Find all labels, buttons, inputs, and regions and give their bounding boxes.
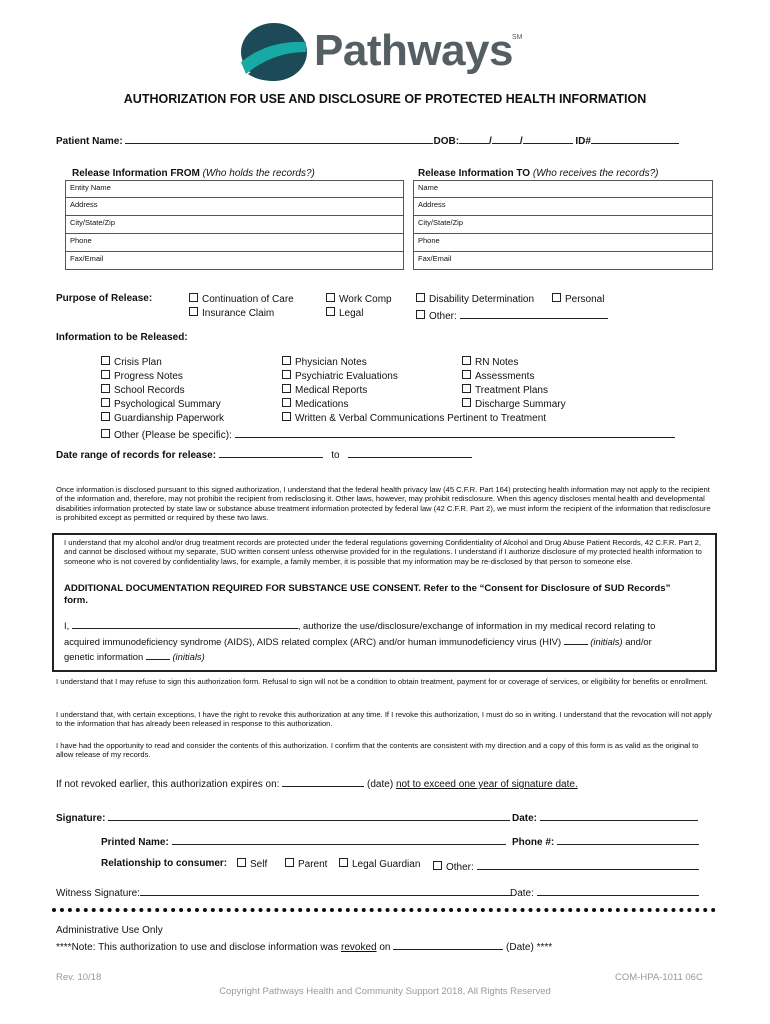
dob-label: DOB: [433,136,460,147]
dob-month-field[interactable] [459,132,489,144]
printed-name-line [101,833,506,848]
checkbox[interactable] [101,370,110,379]
checkbox[interactable] [462,384,471,393]
info-discharge-summary-label: Discharge Summary [475,399,566,410]
witness-date-label: Date: [510,888,534,899]
checkbox[interactable] [101,384,110,393]
checkbox[interactable] [416,293,425,302]
sud-box-bold: ADDITIONAL DOCUMENTATION REQUIRED FOR SUBSTANCE USE CONSENT. Refer to the “Consent for Disclosure of SUD Records” form. [64,583,671,606]
checkbox[interactable] [285,858,294,867]
checkbox[interactable] [101,398,110,407]
from-address-field[interactable]: Address [65,198,404,216]
id-label: ID# [575,136,591,147]
release-to-heading [418,168,658,179]
purpose-continuation[interactable] [189,293,294,305]
signature-date-field[interactable] [540,809,698,821]
witness-date-field[interactable] [537,884,699,896]
dob-day-field[interactable] [492,132,520,144]
checkbox[interactable] [282,384,291,393]
purpose-label: Purpose of Release: [56,293,153,304]
relationship-parent-label: Parent [298,859,328,870]
confirm-paragraph: I have had the opportunity to read and consider the contents of this authorization. I confirm that the contents are consistent with my direction and a copy of this form is as valid as the original to allow release of my records. [56,741,699,760]
hiv-prefix: I, [64,620,70,631]
refusal-paragraph: I understand that I may refuse to sign this authorization form. Refusal to sign will not be a condition to obtain treatment, payment for or coverage of services, or eligibility for benefits or enrollment. [56,677,708,686]
footer-code: COM-HPA-1011 06C [615,972,703,983]
logo [238,22,538,82]
signature-field[interactable] [108,809,510,821]
admin-on: on [379,942,391,953]
checkbox[interactable] [462,398,471,407]
purpose-legal-label: Legal [339,308,364,319]
admin-date-suffix: (Date) **** [506,942,553,953]
pathways-logo-icon [238,22,308,82]
admin-revoked: revoked [340,942,377,953]
checkbox[interactable] [552,293,561,302]
hiv-name-field[interactable] [72,617,298,629]
purpose-legal[interactable] [326,307,363,319]
purpose-disability-label: Disability Determination [429,294,535,305]
purpose-workcomp-label: Work Comp [339,294,392,305]
checkbox[interactable] [101,412,110,421]
checkbox[interactable] [339,858,348,867]
info-written-verbal-label: Written & Verbal Communications Pertinent to Treatment [295,413,547,424]
info-psychological-summary[interactable] [101,398,221,410]
witness-line [56,884,512,899]
printed-name-label: Printed Name: [101,837,169,848]
release-to-title: Release Information TO [418,168,531,179]
id-field[interactable] [591,132,679,144]
purpose-personal[interactable] [552,293,604,305]
checkbox[interactable] [101,356,110,365]
hiv-text-1: , authorize the use/disclosure/exchange of information in my medical record relating to [297,620,656,631]
relationship-parent[interactable] [285,858,327,870]
checkbox[interactable] [189,307,198,316]
relationship-self-label: Self [250,859,268,870]
release-from-note: (Who holds the records?) [202,168,315,179]
checkbox[interactable] [433,861,442,870]
info-psychiatric-evaluations[interactable] [282,370,398,382]
info-other[interactable] [101,426,675,441]
witness-field[interactable] [140,884,512,896]
purpose-disability[interactable] [416,293,534,305]
relationship-label: Relationship to consumer: [101,858,228,869]
hiv-authorization [64,617,709,664]
signature-date-line [512,809,698,824]
relationship-other[interactable] [433,858,699,873]
info-crisis-plan-label: Crisis Plan [114,357,162,368]
info-progress-notes-label: Progress Notes [114,371,183,382]
info-physician-notes-label: Physician Notes [295,357,367,368]
printed-name-field[interactable] [172,833,506,845]
checkbox[interactable] [462,370,471,379]
genetic-initials-field[interactable] [146,648,170,660]
info-guardianship[interactable] [101,412,224,424]
info-psychological-summary-label: Psychological Summary [114,399,221,410]
patient-name-field[interactable] [125,132,433,144]
from-city-field[interactable]: City/State/Zip [65,216,404,234]
admin-title: Administrative Use Only [56,925,163,936]
purpose-other-label: Other: [429,311,457,322]
signature-label: Signature: [56,813,106,824]
admin-separator [52,908,716,912]
hiv-and-or: and/or [625,635,652,647]
to-name-field[interactable]: Name [413,180,713,198]
info-treatment-plans-label: Treatment Plans [475,385,548,396]
checkbox[interactable] [416,310,425,319]
brand-mark: SM [512,34,523,41]
release-from-title: Release Information FROM [72,168,200,179]
checkbox[interactable] [282,370,291,379]
relationship-other-label: Other: [446,862,474,873]
from-phone-field[interactable]: Phone [65,234,404,252]
brand-name: Pathways [314,26,513,75]
info-physician-notes[interactable] [282,356,367,368]
date-range-line [56,446,472,461]
dob-year-field[interactable] [523,132,573,144]
info-treatment-plans[interactable] [462,384,548,396]
patient-line: Patient Name: DOB: / / ID# [56,132,679,147]
checkbox[interactable] [282,356,291,365]
expire-label: If not revoked earlier, this authorization expires on: [56,779,280,790]
patient-name-label: Patient Name: [56,136,123,147]
info-psychiatric-evaluations-label: Psychiatric Evaluations [295,371,398,382]
purpose-personal-label: Personal [565,294,605,305]
to-phone-field[interactable]: Phone [413,234,713,252]
admin-note [56,938,552,953]
checkbox[interactable] [326,293,335,302]
hiv-initials-field[interactable] [564,633,588,645]
date-range-to-label: to [331,450,340,461]
purpose-other[interactable] [416,307,608,322]
purpose-other-field[interactable] [460,307,608,319]
phone-field[interactable] [557,833,699,845]
relationship-self[interactable] [237,858,267,870]
witness-date-line [510,884,699,899]
checkbox[interactable] [462,356,471,365]
checkbox[interactable] [237,858,246,867]
admin-note-text: ****Note: This authorization to use and disclose information was [56,942,339,953]
info-written-verbal[interactable] [282,412,546,424]
checkbox[interactable] [282,398,291,407]
info-medical-reports-label: Medical Reports [295,385,368,396]
hiv-initials-label: (initials) [590,635,623,647]
sud-consent-box [52,533,717,672]
purpose-insurance-label: Insurance Claim [202,308,275,319]
from-fax-field[interactable]: Fax/Email [65,252,404,270]
expire-date-field[interactable] [282,775,364,787]
relationship-guardian[interactable] [339,858,420,870]
info-other-label: Other (Please be specific): [114,430,232,441]
signature-line [56,809,510,824]
purpose-insurance[interactable] [189,307,274,319]
revoke-paragraph: I understand that, with certain exceptions, I have the right to revoke this authorization at any time. If I revoke this authorization, I must do so in writing. I understand that the revocation will not apply to the information that has already been released in response to this authorization. [56,710,712,729]
checkbox[interactable] [101,429,110,438]
to-fax-field[interactable]: Fax/Email [413,252,713,270]
date-range-from-field[interactable] [219,446,323,458]
info-medications[interactable] [282,398,348,410]
info-discharge-summary[interactable] [462,398,566,410]
info-assessments-label: Assessments [475,371,535,382]
info-school-records-label: School Records [114,385,185,396]
info-rn-notes-label: RN Notes [475,357,519,368]
purpose-workcomp[interactable] [326,293,392,305]
release-from-heading [72,168,315,179]
info-medical-reports[interactable] [282,384,367,396]
info-rn-notes[interactable] [462,356,518,368]
footer-copyright: Copyright Pathways Health and Community Support 2018, All Rights Reserved [219,986,551,997]
date-range-to-field[interactable] [348,446,472,458]
relationship-other-field[interactable] [477,858,699,870]
info-assessments[interactable] [462,370,534,382]
sud-box-text: I understand that my alcohol and/or drug treatment records are protected under the federal regulations governing Confidentiality of Alcohol and Drug Abuse Patient Records, 42 C.F.R. Part 2, and cannot be disclosed without my separate, SUD written consent unless otherwise provided for in the regulations. I understand if I authorize disclosure of my protected health information to someone who is not covered by confidentiality laws, for example, a family member, it is possible that my information may be re-disclosed by that person to someone else. [64,538,702,566]
info-other-field[interactable] [235,426,675,438]
info-school-records[interactable] [101,384,185,396]
date-range-label: Date range of records for release: [56,450,217,461]
expire-date-label: (date) [367,779,394,790]
relationship-line [101,858,227,869]
release-to-note: (Who receives the records?) [532,168,659,179]
hiv-text-2: acquired immunodeficiency syndrome (AIDS), AIDS related complex (ARC) and/or human immunodeficiency virus (HIV) [64,635,562,647]
to-address-field[interactable]: Address [413,198,713,216]
info-medications-label: Medications [295,399,349,410]
information-label: Information to be Released: [56,332,188,343]
phone-line [512,833,699,848]
expire-limit: not to exceed one year of signature date. [395,779,578,790]
purpose-continuation-label: Continuation of Care [202,294,294,305]
genetic-initials-label: (initials) [172,651,205,662]
signature-date-label: Date: [512,813,538,824]
checkbox[interactable] [326,307,335,316]
checkbox[interactable] [282,412,291,421]
genetic-text: genetic information [64,651,144,662]
info-crisis-plan[interactable] [101,356,162,368]
to-city-field[interactable]: City/State/Zip [413,216,713,234]
phone-label: Phone #: [512,837,555,848]
info-progress-notes[interactable] [101,370,183,382]
redisclosure-paragraph: Once information is disclosed pursuant to this signed authorization, I understand that the federal health privacy law (45 C.F.R. Part 164) protecting health information may not apply to the recipient of the information and, therefore, may not prohibit the recipient from redisclosing it. Other laws, however, may prohibit redisclosure. When this agency discloses mental health and developmental disabilities information protected by state law or substance abuse treatment information protected by federal law (42 C.F.R. Part 2), we must inform the recipient of the information that redisclosure is prohibited except as permitted or required by these two laws. [56,485,711,522]
witness-label: Witness Signature: [56,888,140,899]
from-entity-name-field[interactable]: Entity Name [65,180,404,198]
footer-rev: Rev. 10/18 [56,972,102,983]
expiration-line [56,775,578,790]
page-title: AUTHORIZATION FOR USE AND DISCLOSURE OF PROTECTED HEALTH INFORMATION [123,92,647,106]
relationship-guardian-label: Legal Guardian [352,859,421,870]
admin-revoked-date-field[interactable] [393,938,503,950]
info-guardianship-label: Guardianship Paperwork [114,413,225,424]
checkbox[interactable] [189,293,198,302]
